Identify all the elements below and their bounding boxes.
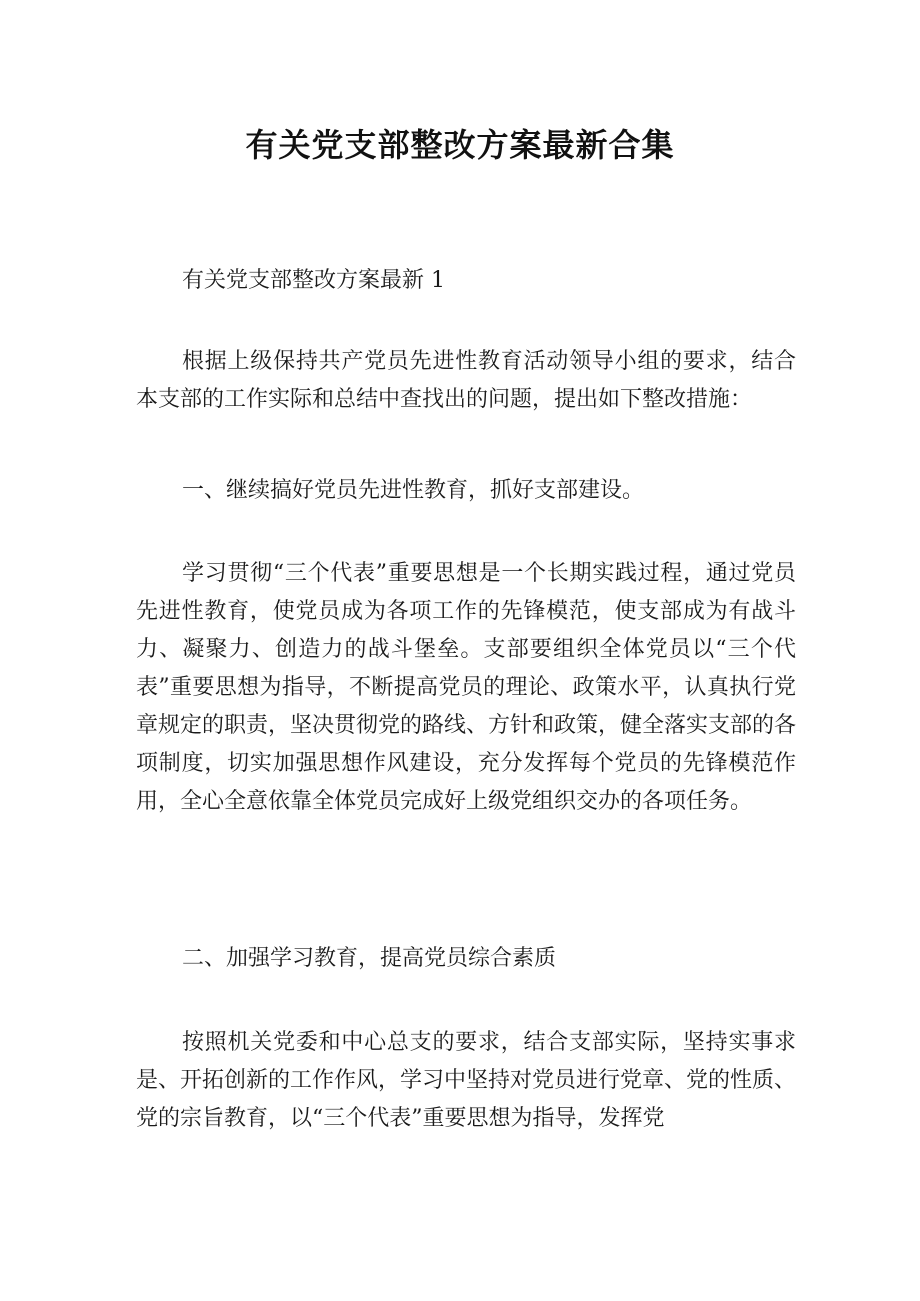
section-heading-2: 二、加强学习教育，提高党员综合素质	[182, 946, 557, 971]
body-paragraph-2: 按照机关党委和中心总支的要求，结合支部实际，坚持实事求是、开拓创新的工作作风，学习中坚持对党员进行党章、党的性质、党的宗旨教育，以“三个代表”重要思想为指导，发挥党	[136, 1030, 797, 1131]
document-title: 有关党支部整改方案最新合集	[245, 126, 675, 164]
section-subtitle: 有关党支部整改方案最新 1	[182, 268, 445, 293]
intro-paragraph: 根据上级保持共产党员先进性教育活动领导小组的要求，结合本支部的工作实际和总结中查找出的问题，提出如下整改措施：	[136, 349, 796, 412]
body-paragraph-1: 学习贯彻“三个代表”重要思想是一个长期实践过程，通过党员先进性教育，使党员成为各项工作的先锋模范，使支部成为有战斗力、凝聚力、创造力的战斗堡垒。支部要组织全体党员以“三个代表”重要思想为指导，不断提高党员的理论、政策水平，认真执行党章规定的职责，坚决贯彻党的路线、方针和政策，健全落实支部的各项制度，切实加强思想作风建设，充分发挥每个党员的先锋模范作用，全心全意依靠全体党员完成好上级党组织交办的各项任务。	[136, 561, 797, 814]
section-heading-1: 一、继续搞好党员先进性教育，抓好支部建设。	[182, 478, 645, 503]
